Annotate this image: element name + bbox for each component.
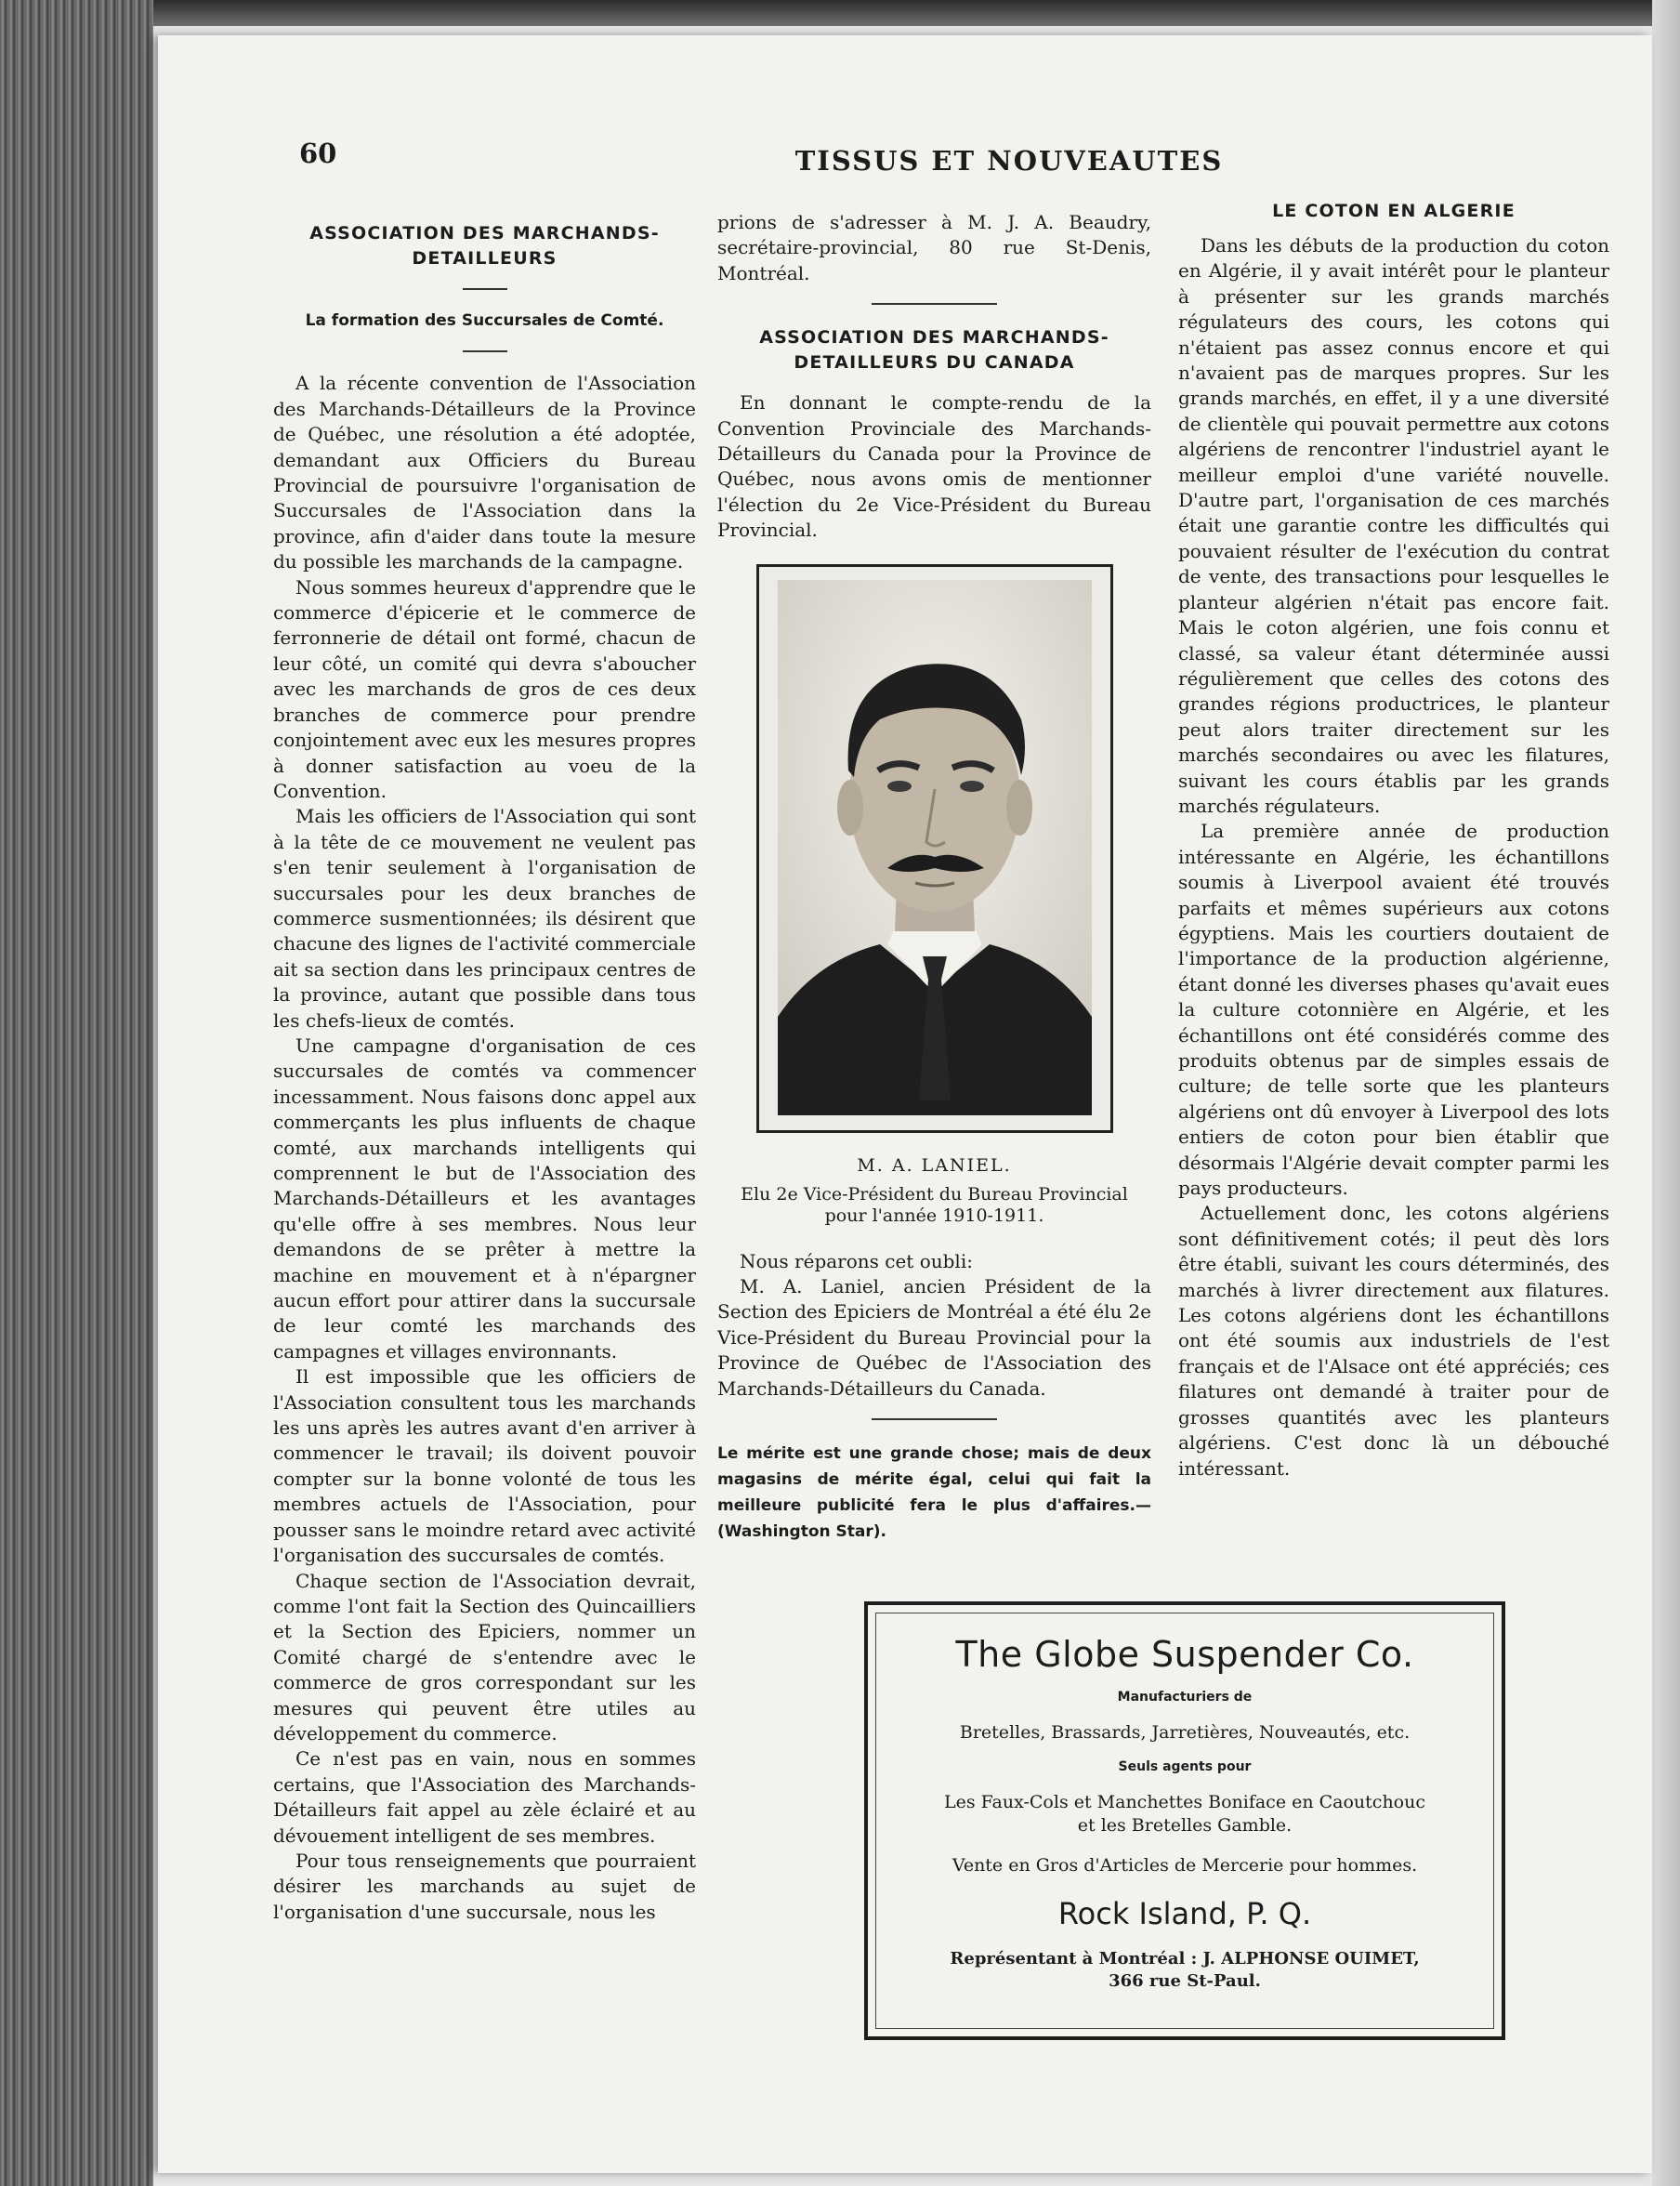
ad-products: Bretelles, Brassards, Jarretières, Nouveautés, etc.: [959, 1722, 1411, 1743]
ad-company: The Globe Suspender Co.: [955, 1634, 1414, 1675]
column-middle: [717, 210, 1151, 1545]
ad-agency-line1: Les Faux-Cols et Manchettes Boniface en Caoutchouc: [943, 1792, 1425, 1812]
article2-title: ASSOCIATION DES MARCHANDS-DETAILLEURS DU CANADA: [759, 327, 1109, 374]
ad-agency: [876, 1791, 1493, 1837]
article2-intro: En donnant le compte-rendu de la Convention Provinciale des Marchands-Détailleurs du Canada pour la Province de Québec, nous avons omis de mentionner l'élection du 2e Vice-Président du Bureau Provincial.: [717, 391, 1151, 542]
ad-wholesale: Vente en Gros d'Articles de Mercerie pour hommes.: [952, 1855, 1418, 1876]
article1-paragraph: Chaque section de l'Association devrait, comme l'ont fait la Section des Quincailliers et la Section des Epiciers, nommer un Comité chargé de s'entendre avec le commerce de gros correspondant sur les mesures qui peuvent être utiles au développement du commerce.: [273, 1569, 696, 1745]
article1-paragraph: A la récente convention de l'Association des Marchands-Détailleurs de la Province de Québec, une résolution a été adoptée, demandant aux Officiers du Bureau Provincial de poursuivre l'organisation de Succursales de l'Association dans la province, afin d'aider dans toute la mesure du possible les marchands de la campagne.: [273, 372, 696, 573]
ad-city: Rock Island, P. Q.: [1057, 1896, 1312, 1931]
article1-paragraph: Pour tous renseignements que pourraient désirer les marchands au sujet de l'organisation d'une succursale, nous les: [273, 1849, 696, 1923]
divider: [463, 350, 507, 352]
article1-continuation: prions de s'adresser à M. J. A. Beaudry, secrétaire-provincial, 80 rue St-Denis, Montréal.: [717, 211, 1151, 284]
article1-paragraph: Une campagne d'organisation de ces succursales de comtés va commencer incessamment. Nous faisons donc appel aux commerçants les plus influents de chaque comté, aux marchands intelligents qui comprennent le but de l'Association des Marchands-Détailleurs et les avantages qu'elle offre à ses membres. Nous leur demandons de se prêter à mettre la machine en mouvement et à n'épargner aucun effort pour attirer dans la succursale de leur comté les marchands des campagnes et villages environnants.: [273, 1034, 696, 1363]
article1-paragraph: Nous sommes heureux d'apprendre que le commerce d'épicerie et le commerce de ferronnerie de détail ont formé, chacun de leur côté, un comité qui devra s'aboucher avec les marchands de gros de ces deux branches de commerce pour prendre conjointement avec eux les mesures propres à donner satisfaction au voeu de la Convention.: [273, 575, 696, 802]
article1-paragraph: Mais les officiers de l'Association qui sont à la tête de ce mouvement ne veulent pas s'en tenir seulement à l'organisation de succursales pour les deux branches de commerce susmentionnées; ils désirent que chacune des lignes de l'activité commerciale ait sa section dans les principaux centres de la province, autant que possible dans tous les chefs-lieux de comtés.: [273, 805, 696, 1032]
ad-representative: [876, 1948, 1493, 1993]
divider: [872, 1418, 997, 1420]
book-page-edges: [0, 0, 153, 2186]
column-right: [1178, 199, 1609, 1481]
portrait-frame: [756, 564, 1113, 1133]
ad-manufacturers-label: Manufacturiers de: [1117, 1690, 1253, 1705]
article3-paragraph: Actuellement donc, les cotons algériens sont définitivement cotés; il peut dès lors être établi, suivant les cours déterminés, des marchés à livrer directement aux filatures. Les cotons algériens dont les échantillons ont été soumis aux industriels de l'est français et de l'Alsace ont été appréciés; ces filatures ont demandé à traiter pour de grosses quantités avec les planteurs algériens. C'est donc là un débouché intéressant.: [1178, 1202, 1609, 1480]
portrait-photo: [778, 580, 1092, 1115]
portrait-caption: [717, 1155, 1151, 1227]
advertisement-inner: [875, 1613, 1494, 2029]
article2-paragraph: M. A. Laniel, ancien Président de la Section des Epiciers de Montréal a été élu 2e Vice-Président du Bureau Provincial pour la Province de Québec de l'Association des Marchands-Détailleurs du Canada.: [717, 1275, 1151, 1400]
article3-title: LE COTON EN ALGERIE: [1272, 201, 1516, 221]
page-number: 60: [299, 138, 337, 169]
advertisement-box: [864, 1601, 1505, 2040]
divider: [872, 303, 997, 305]
caption-text: Elu 2e Vice-Président du Bureau Provincial pour l'année 1910-1911.: [741, 1183, 1128, 1226]
ad-address: 366 rue St-Paul.: [1109, 1971, 1261, 1991]
ad-agency-line2: et les Bretelles Gamble.: [1077, 1815, 1293, 1836]
article1-subtitle: La formation des Succursales de Comté.: [305, 311, 664, 330]
magazine-page: [158, 35, 1652, 2173]
quote: Le mérite est une grande chose; mais de deux magasins de mérite égal, celui qui fait la meilleure publicité fera le plus d'affaires.—(Washington Star).: [717, 1444, 1151, 1542]
caption-name: M. A. LANIEL.: [857, 1154, 1012, 1176]
scan-right-margin: [1652, 0, 1680, 2186]
article1-paragraph: Il est impossible que les officiers de l'Association consultent tous les marchands les uns après les autres avant d'en arriver à commencer le travail; ils doivent pouvoir compter sur la bonne volonté de tous les membres actuels de l'Association, pour pousser sans le moindre retard avec activité l'organisation des succursales de comtés.: [273, 1365, 696, 1567]
article2-paragraph: Nous réparons cet oubli:: [740, 1249, 973, 1272]
column-left: [273, 221, 696, 1925]
article3-paragraph: Dans les débuts de la production du coton en Algérie, il y avait intérêt pour le planteur à présenter sur les grands marchés régulateurs des cours, les cotons qui n'étaient pas assez connus encore et qui n'avaient pas de marques propres. Sur les grands marchés, en effet, il y a une diversité de clientèle qui pouvait permettre aux cotons algériens de rencontrer l'industriel ayant le meilleur emploi d'une variété nouvelle. D'autre part, l'organisation de ces marchés était une garantie contre les difficultés qui pouvaient résulter de l'exécution du contrat de vente, des transactions pour lesquelles le planteur algérien n'était pas encore fait. Mais le coton algérien, une fois connu et classé, sa valeur étant déterminée aussi régulièrement que celles des cotons des grandes régions productrices, le planteur peut alors traiter directement sur les marchés secondaires ou avec les filatures, suivant les cours établis par les grands marchés régulateurs.: [1178, 234, 1609, 817]
article1-paragraph: Ce n'est pas en vain, nous en sommes certains, que l'Association des Marchands-Détailleurs fait appel au zèle éclairé et au dévouement intelligent de ses membres.: [273, 1747, 696, 1847]
article3-paragraph: La première année de production intéressante en Algérie, les échantillons soumis à Liverpool avaient été trouvés parfaits et mêmes supérieurs aux cotons égyptiens. Mais les courtiers doutaient de l'importance de la production algérienne, étant donné les diverses phases qu'avait eues la culture cotonnière en Algérie, et les échantillons ont été considérés comme des produits obtenus par de simples essais de culture; de telle sorte que les planteurs algériens ont dû envoyer à Liverpool des lots entiers de coton pour bien établir que désormais l'Algérie devait compter parmi les pays producteurs.: [1178, 820, 1609, 1200]
book-top-edge: [0, 0, 1680, 26]
article1-title: ASSOCIATION DES MARCHANDS-DETAILLEURS: [309, 223, 660, 269]
ad-representative-name: Représentant à Montréal : J. ALPHONSE OUIMET,: [950, 1949, 1420, 1969]
ad-agents-label: Seuls agents pour: [1118, 1759, 1252, 1774]
running-head: TISSUS ET NOUVEAUTES: [794, 145, 1224, 177]
divider: [463, 288, 507, 290]
